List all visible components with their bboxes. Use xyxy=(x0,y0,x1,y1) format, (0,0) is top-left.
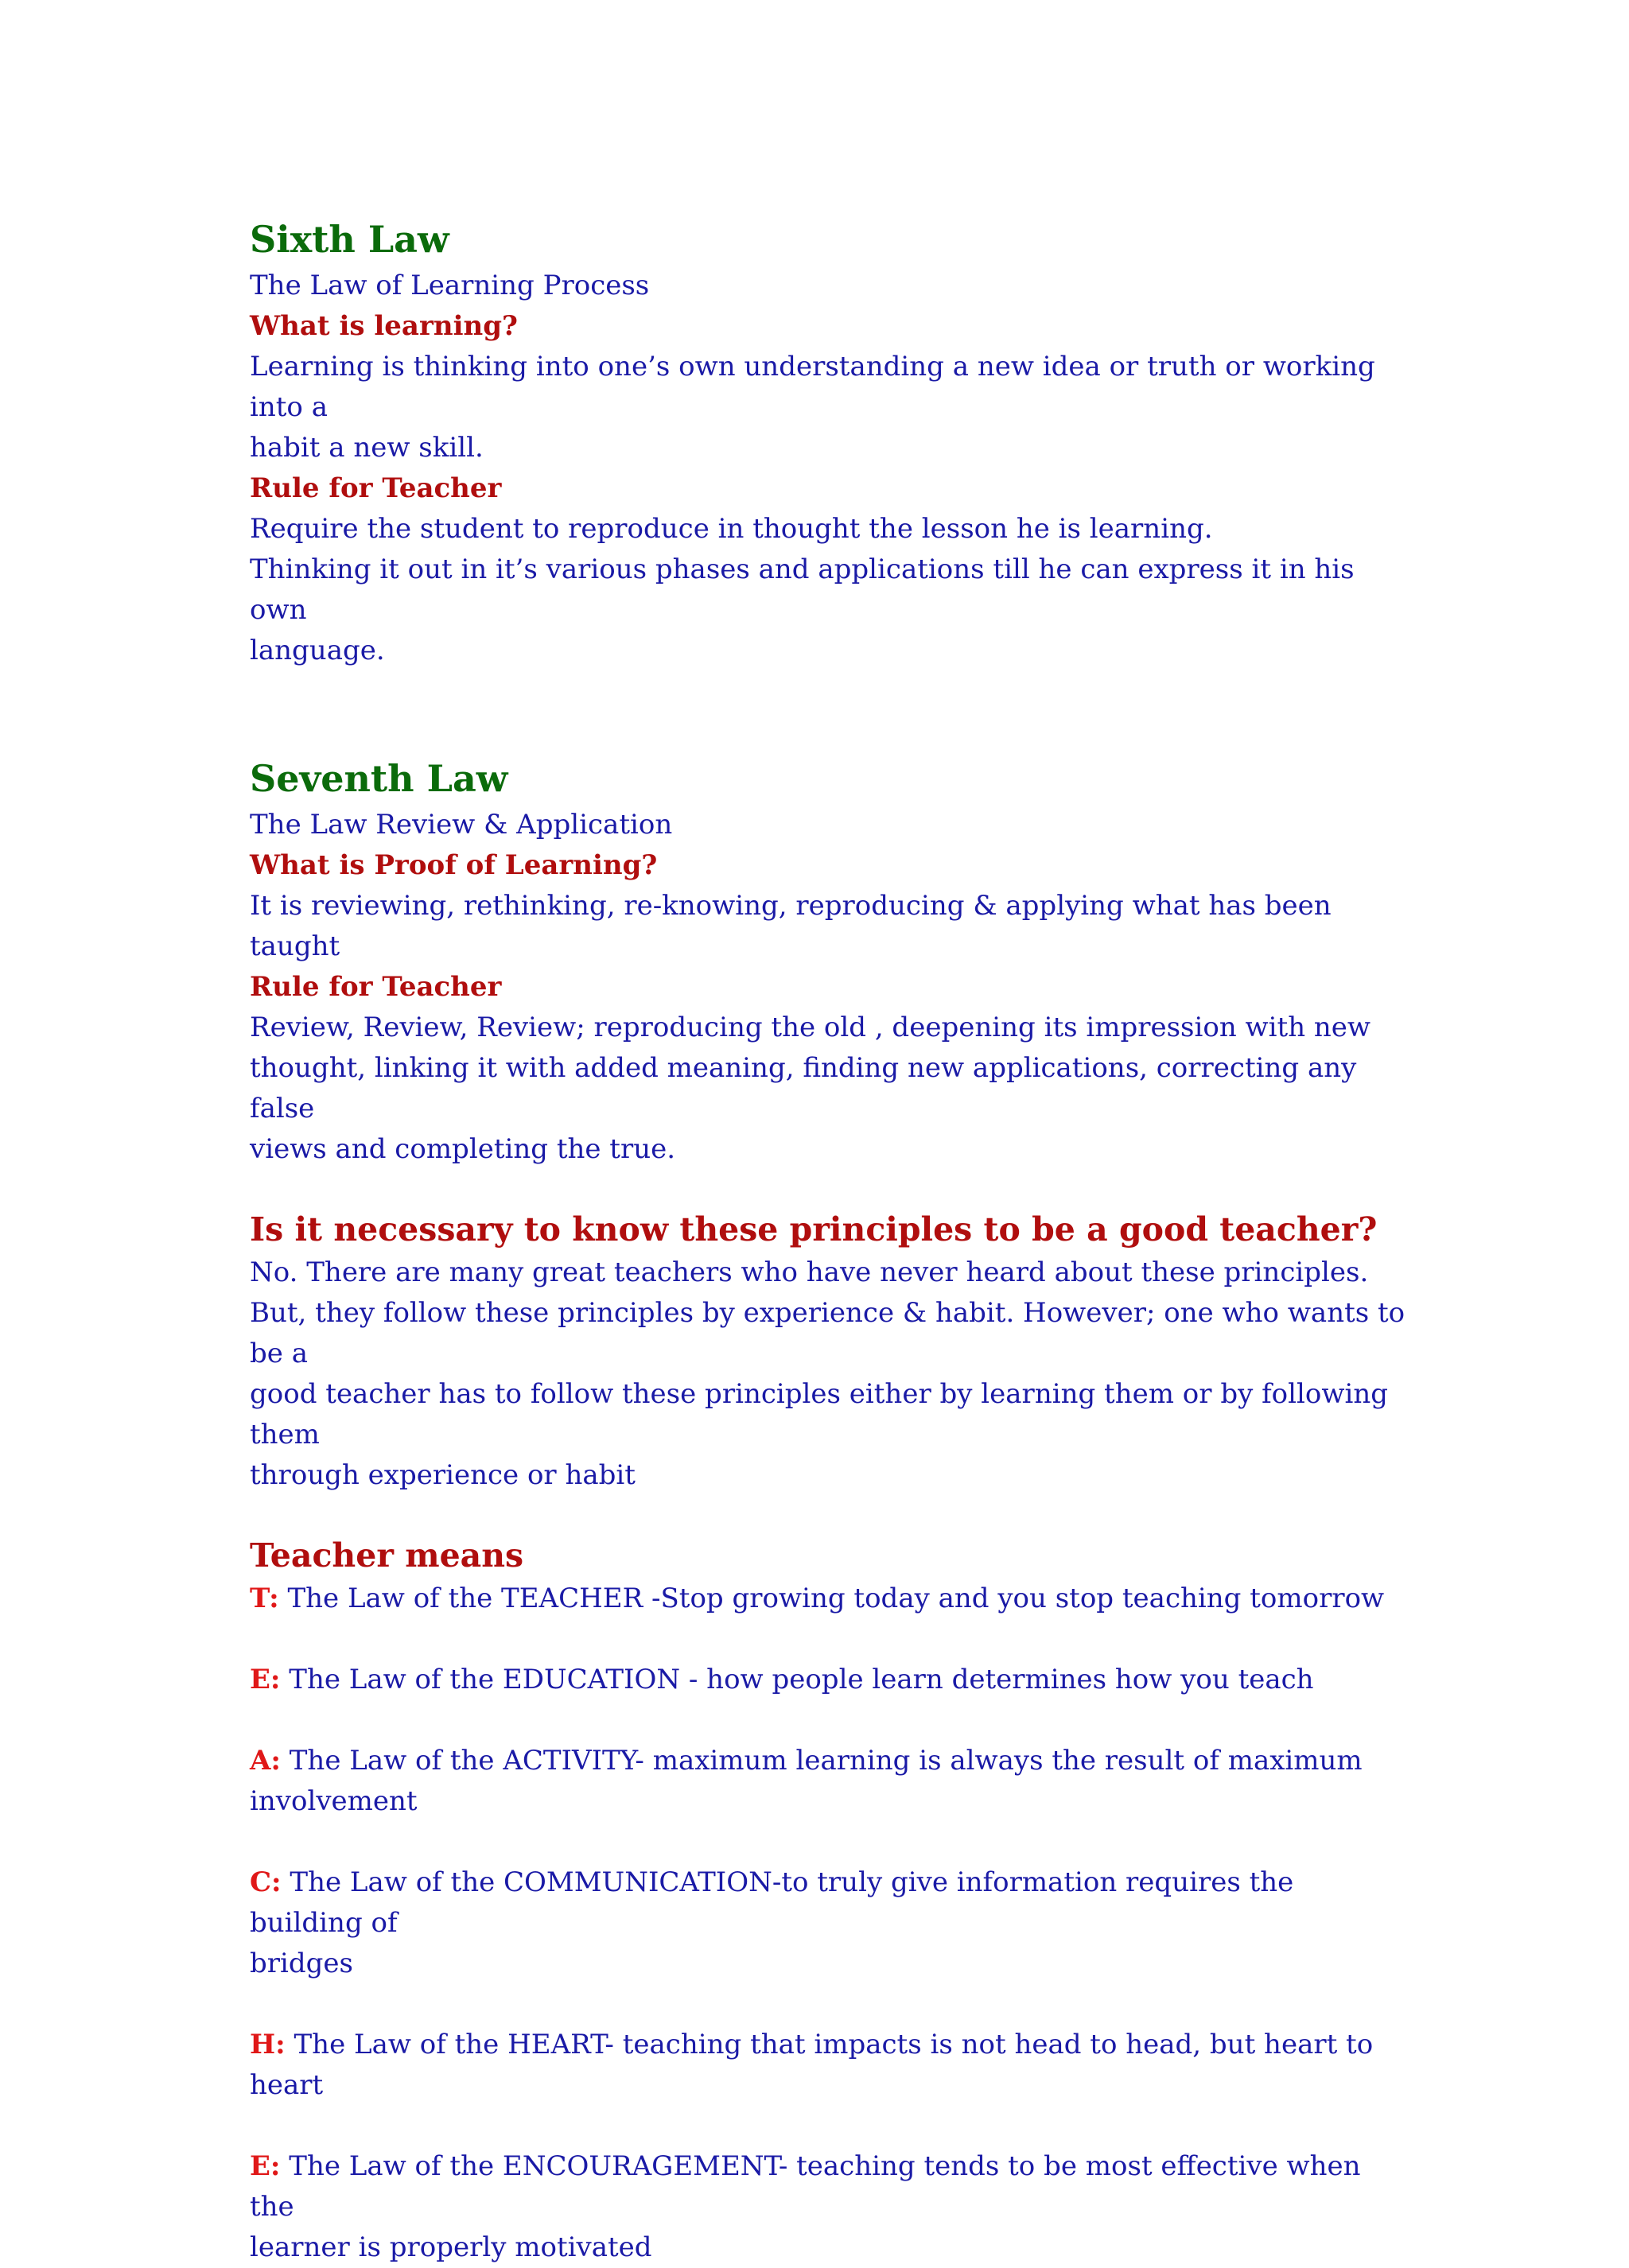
teacher-means-item xyxy=(250,1660,1411,1700)
law-letter: T: xyxy=(250,1583,279,1614)
teacher-means-section xyxy=(250,1532,1411,2268)
seventh-law-answer-line-1: It is reviewing, rethinking, re-knowing, reproducing & applying what has been taught xyxy=(250,890,1332,962)
seventh-law-rule-line-3: views and completing the true. xyxy=(250,1133,676,1165)
law-text-continuation: learner is properly motivated xyxy=(250,2231,652,2263)
sixth-law-rule-heading: Rule for Teacher xyxy=(250,472,502,504)
law-text-continuation: involvement xyxy=(250,1785,418,1817)
law-text: The Law of the COMMUNICATION-to truly give information requires the building of xyxy=(250,1866,1294,1939)
sixth-law-answer-line-2: habit a new skill. xyxy=(250,432,484,464)
document-body xyxy=(250,213,1411,2268)
teacher-means-item xyxy=(250,2146,1411,2268)
necessary-line-2: But, they follow these principles by experience & habit. However; one who wants to be a xyxy=(250,1297,1405,1369)
seventh-law-subtitle: The Law Review & Application xyxy=(250,809,673,841)
sixth-law-question: What is learning? xyxy=(250,310,518,342)
sixth-law-title: Sixth Law xyxy=(250,218,449,261)
teacher-means-item xyxy=(250,1579,1411,1619)
law-letter: E: xyxy=(250,1664,281,1695)
sixth-law-section xyxy=(250,213,1411,671)
teacher-means-item xyxy=(250,1862,1411,1984)
seventh-law-section xyxy=(250,752,1411,1170)
law-text: The Law of the TEACHER -Stop growing today and you stop teaching tomorrow xyxy=(278,1583,1385,1614)
seventh-law-rule-line-2: thought, linking it with added meaning, finding new applications, correcting any false xyxy=(250,1052,1357,1124)
necessary-line-1: No. There are many great teachers who have never heard about these principles. xyxy=(250,1256,1369,1288)
sixth-law-rule-line-2: Thinking it out in it’s various phases and applications till he can express it in his own xyxy=(250,553,1355,626)
necessary-section xyxy=(250,1206,1411,1496)
law-text: The Law of the ACTIVITY- maximum learning is always the result of maximum xyxy=(280,1745,1363,1777)
teacher-means-item xyxy=(250,1741,1411,1822)
necessary-heading: Is it necessary to know these principles to be a good teacher? xyxy=(250,1210,1378,1249)
item-spacer xyxy=(250,1984,1411,2025)
item-spacer xyxy=(250,1822,1411,1862)
sixth-law-subtitle: The Law of Learning Process xyxy=(250,270,650,301)
necessary-line-3: good teacher has to follow these principles either by learning them or by following them xyxy=(250,1378,1389,1451)
seventh-law-question: What is Proof of Learning? xyxy=(250,849,658,881)
sixth-law-answer-line-1: Learning is thinking into one’s own understanding a new idea or truth or working into a xyxy=(250,351,1375,423)
law-text: The Law of the EDUCATION - how people learn determines how you teach xyxy=(280,1664,1314,1695)
section-spacer xyxy=(250,671,1411,752)
item-spacer xyxy=(250,2106,1411,2146)
sixth-law-rule-line-1: Require the student to reproduce in thought the lesson he is learning. xyxy=(250,513,1213,545)
law-text: The Law of the HEART- teaching that impacts is not head to head, but heart to heart xyxy=(250,2029,1374,2101)
seventh-law-rule-heading: Rule for Teacher xyxy=(250,971,502,1003)
item-spacer xyxy=(250,1700,1411,1741)
section-spacer xyxy=(250,1496,1411,1532)
teacher-means-heading: Teacher means xyxy=(250,1536,524,1575)
law-letter: H: xyxy=(250,2029,286,2060)
teacher-means-item xyxy=(250,2025,1411,2106)
section-spacer xyxy=(250,1170,1411,1206)
seventh-law-rule-line-1: Review, Review, Review; reproducing the old , deepening its impression with new xyxy=(250,1012,1371,1043)
law-text: The Law of the ENCOURAGEMENT- teaching tends to be most effective when the xyxy=(250,2150,1361,2223)
item-spacer xyxy=(250,1619,1411,1660)
law-letter: C: xyxy=(250,1866,282,1898)
necessary-line-4: through experience or habit xyxy=(250,1459,636,1491)
law-letter: E: xyxy=(250,2150,281,2182)
sixth-law-rule-line-3: language. xyxy=(250,635,385,666)
law-letter: A: xyxy=(250,1745,281,1777)
seventh-law-title: Seventh Law xyxy=(250,757,508,800)
law-text-continuation: bridges xyxy=(250,1948,353,1979)
